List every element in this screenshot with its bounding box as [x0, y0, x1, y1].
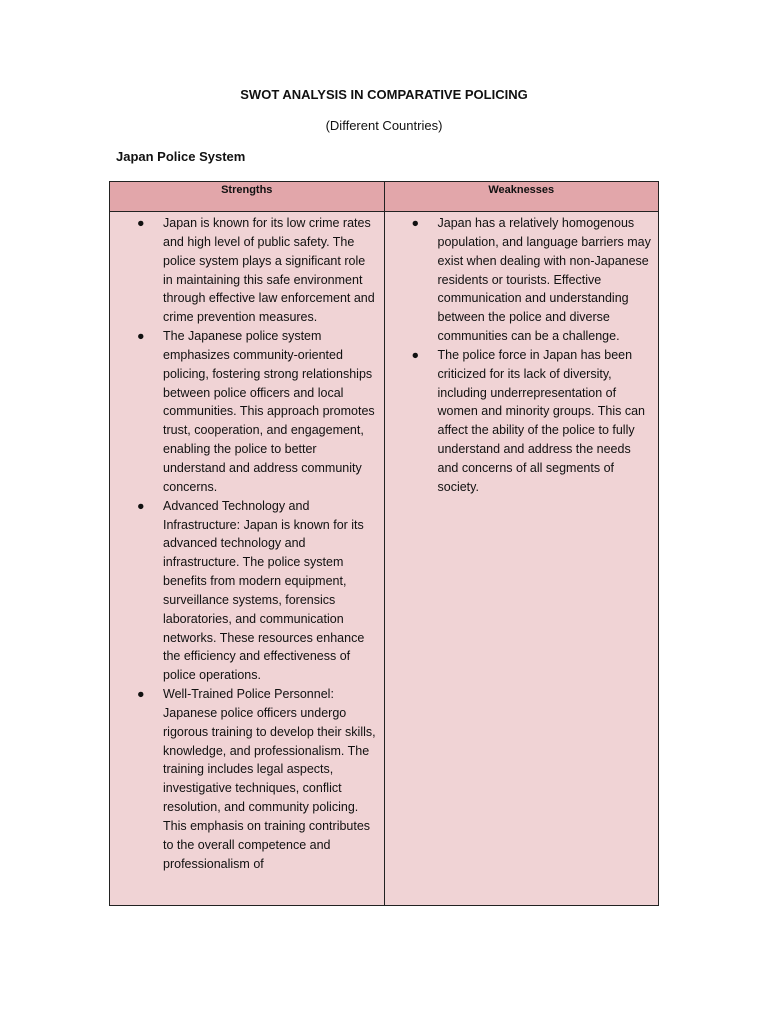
strength-item: [110, 214, 378, 327]
weakness-text: Japan has a relatively homogenous population, and language barriers may exist when dealing with non-Japanese residents or tourists. Effective communication and understanding between the police and diverse communities can be a challenge.: [437, 216, 651, 344]
strength-item: [110, 327, 378, 497]
bullet-icon: ●: [137, 687, 145, 702]
bullet-icon: ●: [411, 347, 420, 362]
document-title: SWOT ANALYSIS IN COMPARATIVE POLICING: [240, 87, 528, 102]
weaknesses-cell: [384, 212, 659, 905]
bullet-icon: ●: [137, 498, 145, 513]
table-body-row: [110, 212, 658, 905]
strength-item: [110, 497, 378, 685]
bullet-icon: ●: [137, 216, 145, 230]
bullet-icon: ●: [137, 329, 145, 344]
strengths-list: [110, 214, 378, 874]
table-header-row: [110, 182, 658, 212]
swot-table: [109, 181, 659, 906]
weakness-item: [385, 214, 653, 346]
bullet-icon: ●: [411, 216, 420, 230]
strength-text: The Japanese police system emphasizes community-oriented policing, fostering strong relationships between police officers and local communities. This approach promotes trust, cooperation, and engagement, enabling the police to better understand and address community concerns.: [163, 329, 375, 494]
strength-text: Advanced Technology and Infrastructure: Japan is known for its advanced technology and infrastructure. The police system benefits from modern equipment, surveillance systems, forensics laboratories, and communication networks. These resources enhance the efficiency and effectiveness of police operations.: [163, 498, 365, 683]
document-subtitle: (Different Countries): [325, 118, 443, 133]
weaknesses-list: [385, 214, 653, 497]
strength-text: Japan is known for its low crime rates and high level of public safety. The police system plays a significant role in maintaining this safe environment through effective law enforcement and crime prevention measures.: [163, 216, 375, 325]
section-heading: Japan Police System: [116, 149, 246, 164]
weakness-text: The police force in Japan has been criticized for its lack of diversity, including underrepresentation of women and minority groups. This can affect the ability of the police to fully understand and address the needs and concerns of all segments of society.: [437, 347, 646, 494]
weakness-item: [385, 346, 653, 497]
strength-item: [110, 685, 378, 873]
strength-text: Well-Trained Police Personnel: Japanese police officers undergo rigorous training to develop their skills, knowledge, and professionalism. The training includes legal aspects, investigative techniques, conflict resolution, and community policing. This emphasis on training contributes to the overall competence and professionalism of: [163, 687, 376, 871]
strengths-cell: [110, 212, 384, 905]
weaknesses-header: Weaknesses: [384, 182, 659, 211]
strengths-header: Strengths: [221, 184, 273, 196]
